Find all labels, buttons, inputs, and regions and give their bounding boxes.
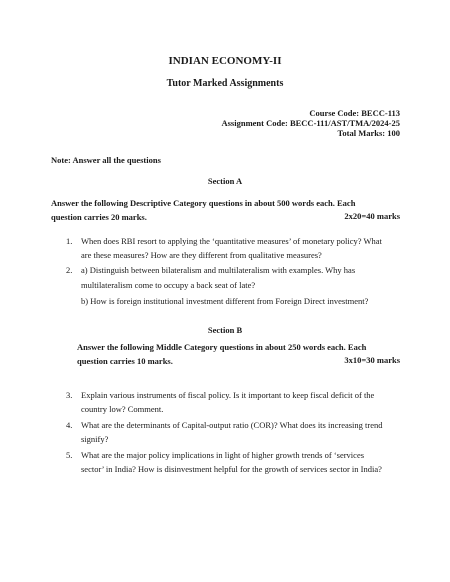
question-1-line1: When does RBI resort to applying the ‘quantitative measures’ of monetary policy? What: [81, 236, 382, 246]
question-4-line1: What are the determinants of Capital-output ratio (COR)? What does its increasing trend: [81, 420, 383, 430]
question-5-line2: sector’ in India? How is disinvestment helpful for the growth of services sector in India?: [81, 464, 382, 474]
section-b-marks: 3x10=30 marks: [344, 355, 400, 365]
section-b-instruction-line2: question carries 10 marks.: [77, 356, 173, 366]
question-3-line1: Explain various instruments of fiscal policy. Is it important to keep fiscal deficit of the: [81, 390, 375, 400]
section-a-marks: 2x20=40 marks: [344, 211, 400, 221]
assignment-code: Assignment Code: BECC-111/AST/TMA/2024-25: [221, 118, 400, 128]
question-2-line3: b) How is foreign institutional investment different from Foreign Direct investment?: [81, 296, 369, 306]
question-2-line1: a) Distinguish between bilateralism and multilateralism with examples. Why has: [81, 265, 356, 275]
note: Note: Answer all the questions: [51, 155, 161, 165]
section-b-instruction-line1: Answer the following Middle Category questions in about 250 words each. Each: [77, 342, 367, 352]
document-title: INDIAN ECONOMY-II: [168, 55, 282, 67]
question-1-line2: are these measures? How are they different from qualitative measures?: [81, 250, 322, 260]
question-number: 5.: [66, 450, 73, 460]
total-marks: Total Marks: 100: [337, 128, 400, 138]
section-a-instruction-line2: question carries 20 marks.: [51, 212, 147, 222]
question-5-line1: What are the major policy implications in light of higher growth trends of ‘services: [81, 450, 365, 460]
question-number: 1.: [66, 236, 73, 246]
document-subtitle: Tutor Marked Assignments: [166, 78, 284, 89]
question-number: 2.: [66, 265, 73, 275]
section-a-instruction-line1: Answer the following Descriptive Category questions in about 500 words each. Each: [51, 198, 356, 208]
question-2-line2: multilateralism come to occupy a back seat of late?: [81, 280, 256, 290]
course-code: Course Code: BECC-113: [309, 108, 400, 118]
question-number: 3.: [66, 390, 73, 400]
section-b-title: Section B: [207, 325, 243, 335]
question-3-line2: country low? Comment.: [81, 404, 164, 414]
question-4-line2: signify?: [81, 434, 109, 444]
question-number: 4.: [66, 420, 73, 430]
section-a-title: Section A: [207, 176, 243, 186]
